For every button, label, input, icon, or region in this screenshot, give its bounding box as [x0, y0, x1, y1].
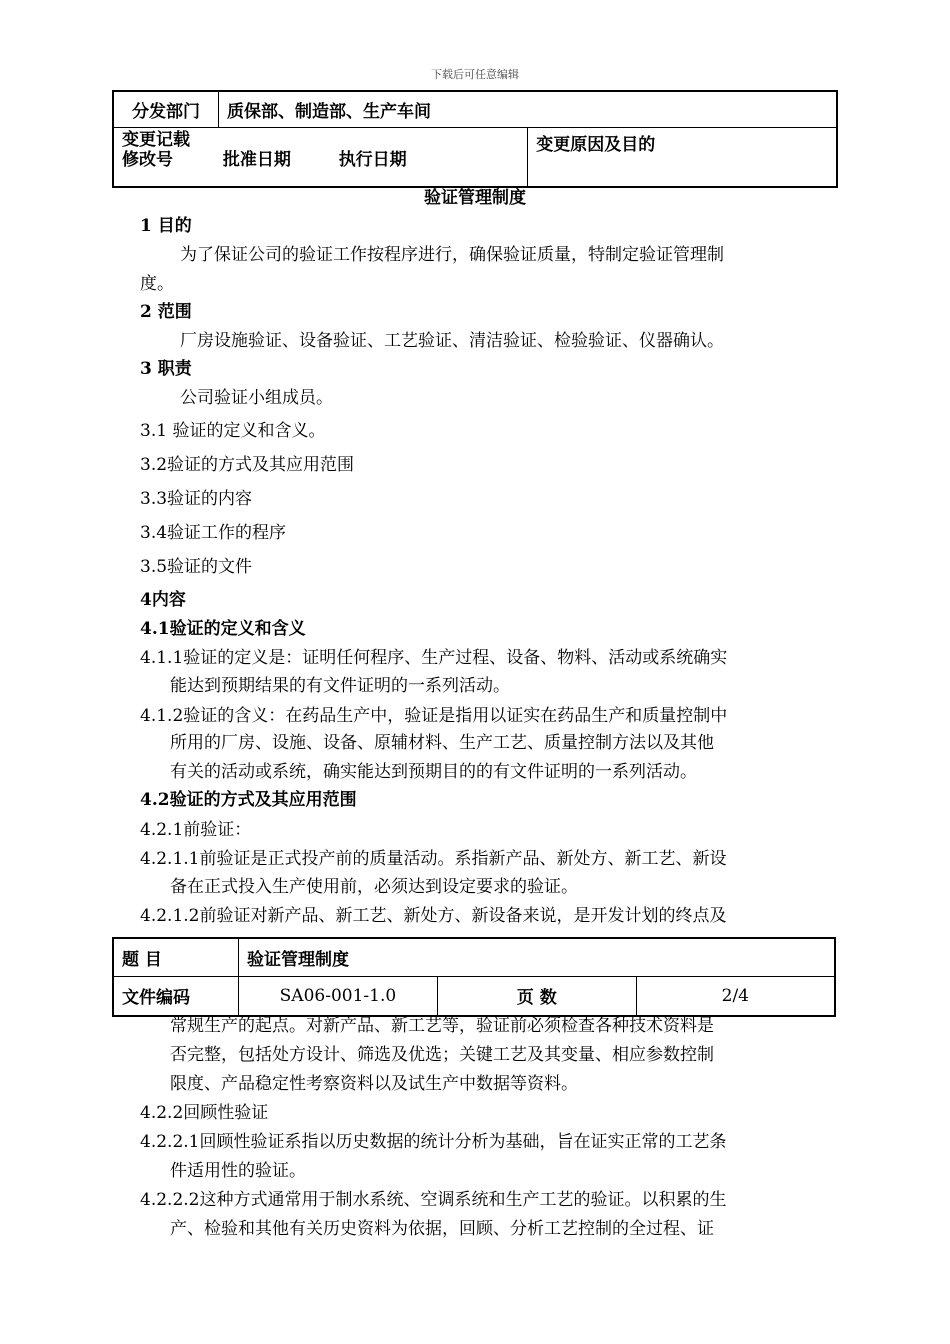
exec-date-label: 执行日期 — [338, 149, 407, 170]
paragraph-line: 能达到预期结果的有文件证明的一系列活动。 — [170, 676, 510, 696]
page-value: 2/4 — [636, 976, 835, 1016]
paragraph-line: 4.2验证的方式及其应用范围 — [140, 790, 357, 810]
paragraph-line: 2 范围 — [140, 302, 192, 322]
paragraph-line: 备在正式投入生产使用前，必须达到设定要求的验证。 — [170, 877, 578, 897]
change-record-cell — [113, 127, 528, 187]
paragraph-line: 厂房设施验证、设备验证、工艺验证、清洁验证、检验验证、仪器确认。 — [180, 331, 724, 351]
paragraph-line: 4.1.2验证的含义：在药品生产中，验证是指用以证实在药品生产和质量控制中 — [140, 706, 728, 726]
change-record-label: 变更记载 — [122, 129, 190, 150]
paragraph-line: 为了保证公司的验证工作按程序进行，确保验证质量，特制定验证管理制 — [180, 245, 724, 265]
paragraph-line: 所用的厂房、设施、设备、原辅材料、生产工艺、质量控制方法以及其他 — [170, 733, 714, 753]
code-label: 文件编码 — [113, 976, 239, 1016]
paragraph-line: 4.1.1验证的定义是：证明任何程序、生产过程、设备、物料、活动或系统确实 — [140, 648, 728, 668]
paragraph-line: 3.2验证的方式及其应用范围 — [140, 455, 355, 475]
dept-label: 分发部门 — [113, 91, 219, 127]
document-title: 验证管理制度 — [424, 188, 526, 208]
revision-columns — [122, 150, 519, 170]
paragraph-line: 4.2.2.1回顾性验证系指以历史数据的统计分析为基础，旨在证实正常的工艺条 — [140, 1132, 727, 1152]
paragraph-line: 4.1验证的定义和含义 — [140, 619, 306, 639]
code-value: SA06-001-1.0 — [239, 976, 438, 1016]
change-reason-label: 变更原因及目的 — [528, 127, 837, 187]
title-value: 验证管理制度 — [239, 938, 836, 976]
page-label: 页 数 — [437, 976, 636, 1016]
approve-date-label: 批准日期 — [222, 149, 291, 170]
paragraph-line: 3.1 验证的定义和含义。 — [140, 421, 326, 441]
paragraph-line: 4.2.1前验证： — [140, 820, 252, 840]
footer-table — [112, 937, 836, 1017]
paragraph-line: 3.5验证的文件 — [140, 557, 253, 577]
paragraph-line: 限度、产品稳定性考察资料以及试生产中数据等资料。 — [170, 1074, 578, 1094]
paragraph-line: 3.3验证的内容 — [140, 489, 253, 509]
paragraph-line: 否完整，包括处方设计、筛选及优选；关键工艺及其变量、相应参数控制 — [170, 1045, 714, 1065]
paragraph-line: 4.2.2.2这种方式通常用于制水系统、空调系统和生产工艺的验证。以积累的生 — [140, 1190, 727, 1210]
paragraph-line: 4.2.1.2前验证对新产品、新工艺、新处方、新设备来说，是开发计划的终点及 — [140, 906, 727, 926]
paragraph-line: 3 职责 — [140, 359, 192, 379]
paragraph-line: 4.2.2回顾性验证 — [140, 1103, 269, 1123]
paragraph-line: 3.4验证工作的程序 — [140, 523, 287, 543]
paragraph-line: 4内容 — [140, 590, 186, 610]
paragraph-line: 1 目的 — [140, 216, 192, 236]
paragraph-line: 度。 — [140, 274, 174, 294]
title-label: 题 目 — [113, 938, 239, 976]
paragraph-line: 件适用性的验证。 — [170, 1161, 306, 1181]
header-table — [112, 90, 838, 188]
paragraph-line: 常规生产的起点。对新产品、新工艺等，验证前必须检查各种技术资料是 — [170, 1016, 714, 1036]
paragraph-line: 有关的活动或系统，确实能达到预期目的的有文件证明的一系列活动。 — [170, 762, 697, 782]
rev-no-label: 修改号 — [122, 149, 173, 170]
dept-value: 质保部、制造部、生产车间 — [219, 91, 838, 127]
paragraph-line: 公司验证小组成员。 — [180, 388, 333, 408]
paragraph-line: 产、检验和其他有关历史资料为依据，回顾、分析工艺控制的全过程、证 — [170, 1219, 714, 1239]
paragraph-line: 4.2.1.1前验证是正式投产前的质量活动。系指新产品、新处方、新工艺、新设 — [140, 849, 727, 869]
watermark-text: 下载后可任意编辑 — [431, 68, 519, 81]
